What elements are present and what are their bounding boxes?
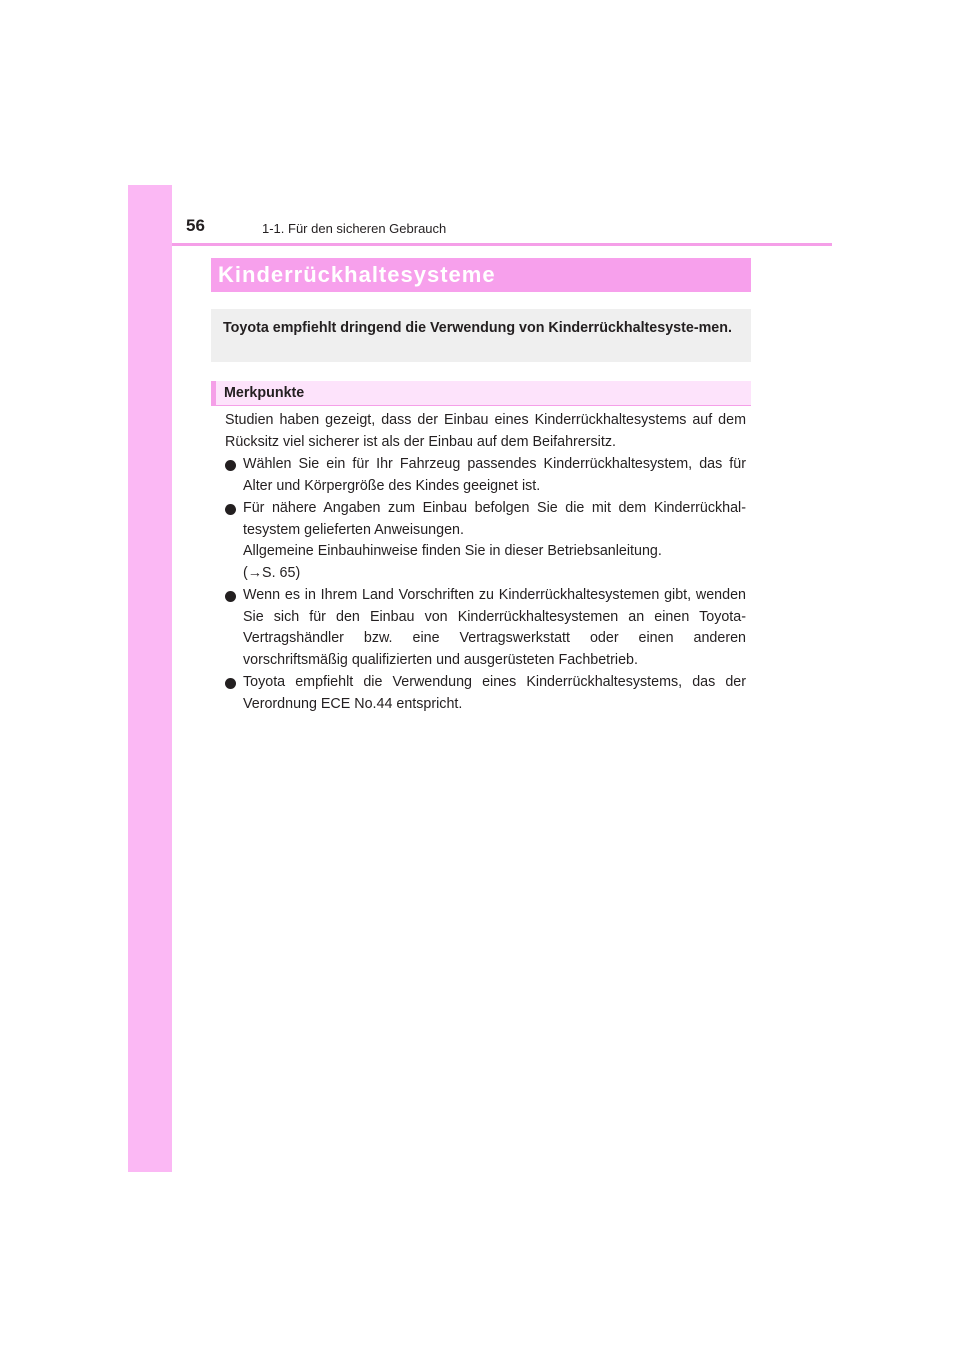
list-item-text: Für nähere Angaben zum Einbau befolgen Sie die mit dem Kinderrückhal-tesystem gelieferten Anweisungen. <box>243 500 746 538</box>
intro-text: Toyota empfiehlt dringend die Verwendung von Kinderrückhaltesyste-men. <box>223 320 732 336</box>
section-title: Kinderrückhaltesysteme <box>218 262 496 287</box>
bullet-dot-icon <box>225 678 236 689</box>
chapter-side-tab <box>128 185 172 1172</box>
merkpunkte-header <box>211 381 751 406</box>
merkpunkte-paragraph: Studien haben gezeigt, dass der Einbau eines Kinderrückhaltesystems auf dem Rücksitz viel sicherer ist als der Einbau auf dem Beifahrersitz. <box>225 412 746 450</box>
list-item-text: Wählen Sie ein für Ihr Fahrzeug passendes Kinderrückhaltesystem, das für Alter und Körpergröße des Kindes geeignet ist. <box>243 456 746 494</box>
bullet-dot-icon <box>225 504 236 515</box>
list-item-note: Allgemeine Einbauhinweise finden Sie in dieser Betriebsanleitung. <box>243 543 662 559</box>
section-breadcrumb: 1-1. Für den sicheren Gebrauch <box>262 221 447 236</box>
list-item-text: Toyota empfiehlt die Verwendung eines Kinderrückhaltesystems, das der Verordnung ECE No.44 entspricht. <box>243 674 746 712</box>
section-title-bar <box>211 258 751 292</box>
header-divider <box>172 243 832 246</box>
list-item <box>225 454 746 497</box>
list-item <box>225 498 746 584</box>
merkpunkte-label: Merkpunkte <box>224 385 305 401</box>
page-number: 56 <box>186 216 205 235</box>
merkpunkte-accent-bar <box>211 381 216 406</box>
list-item <box>225 672 746 715</box>
page-reference-link[interactable]: (→S. 65) <box>243 564 301 581</box>
list-item-text: Wenn es in Ihrem Land Vorschriften zu Kinderrückhaltesystemen gibt, wenden Sie sich für den Einbau von Kinderrückhaltesystemen an einen Toyota-Vertragshändler bzw. eine Vertragswerkstatt oder einen anderen vorschriftsmäßig qualifizierten und ausgerüsteten Fachbetrieb. <box>243 587 746 668</box>
list-item <box>225 585 746 671</box>
intro-box <box>211 309 751 362</box>
bullet-dot-icon <box>225 591 236 602</box>
bullet-dot-icon <box>225 460 236 471</box>
merkpunkte-body <box>225 410 746 715</box>
